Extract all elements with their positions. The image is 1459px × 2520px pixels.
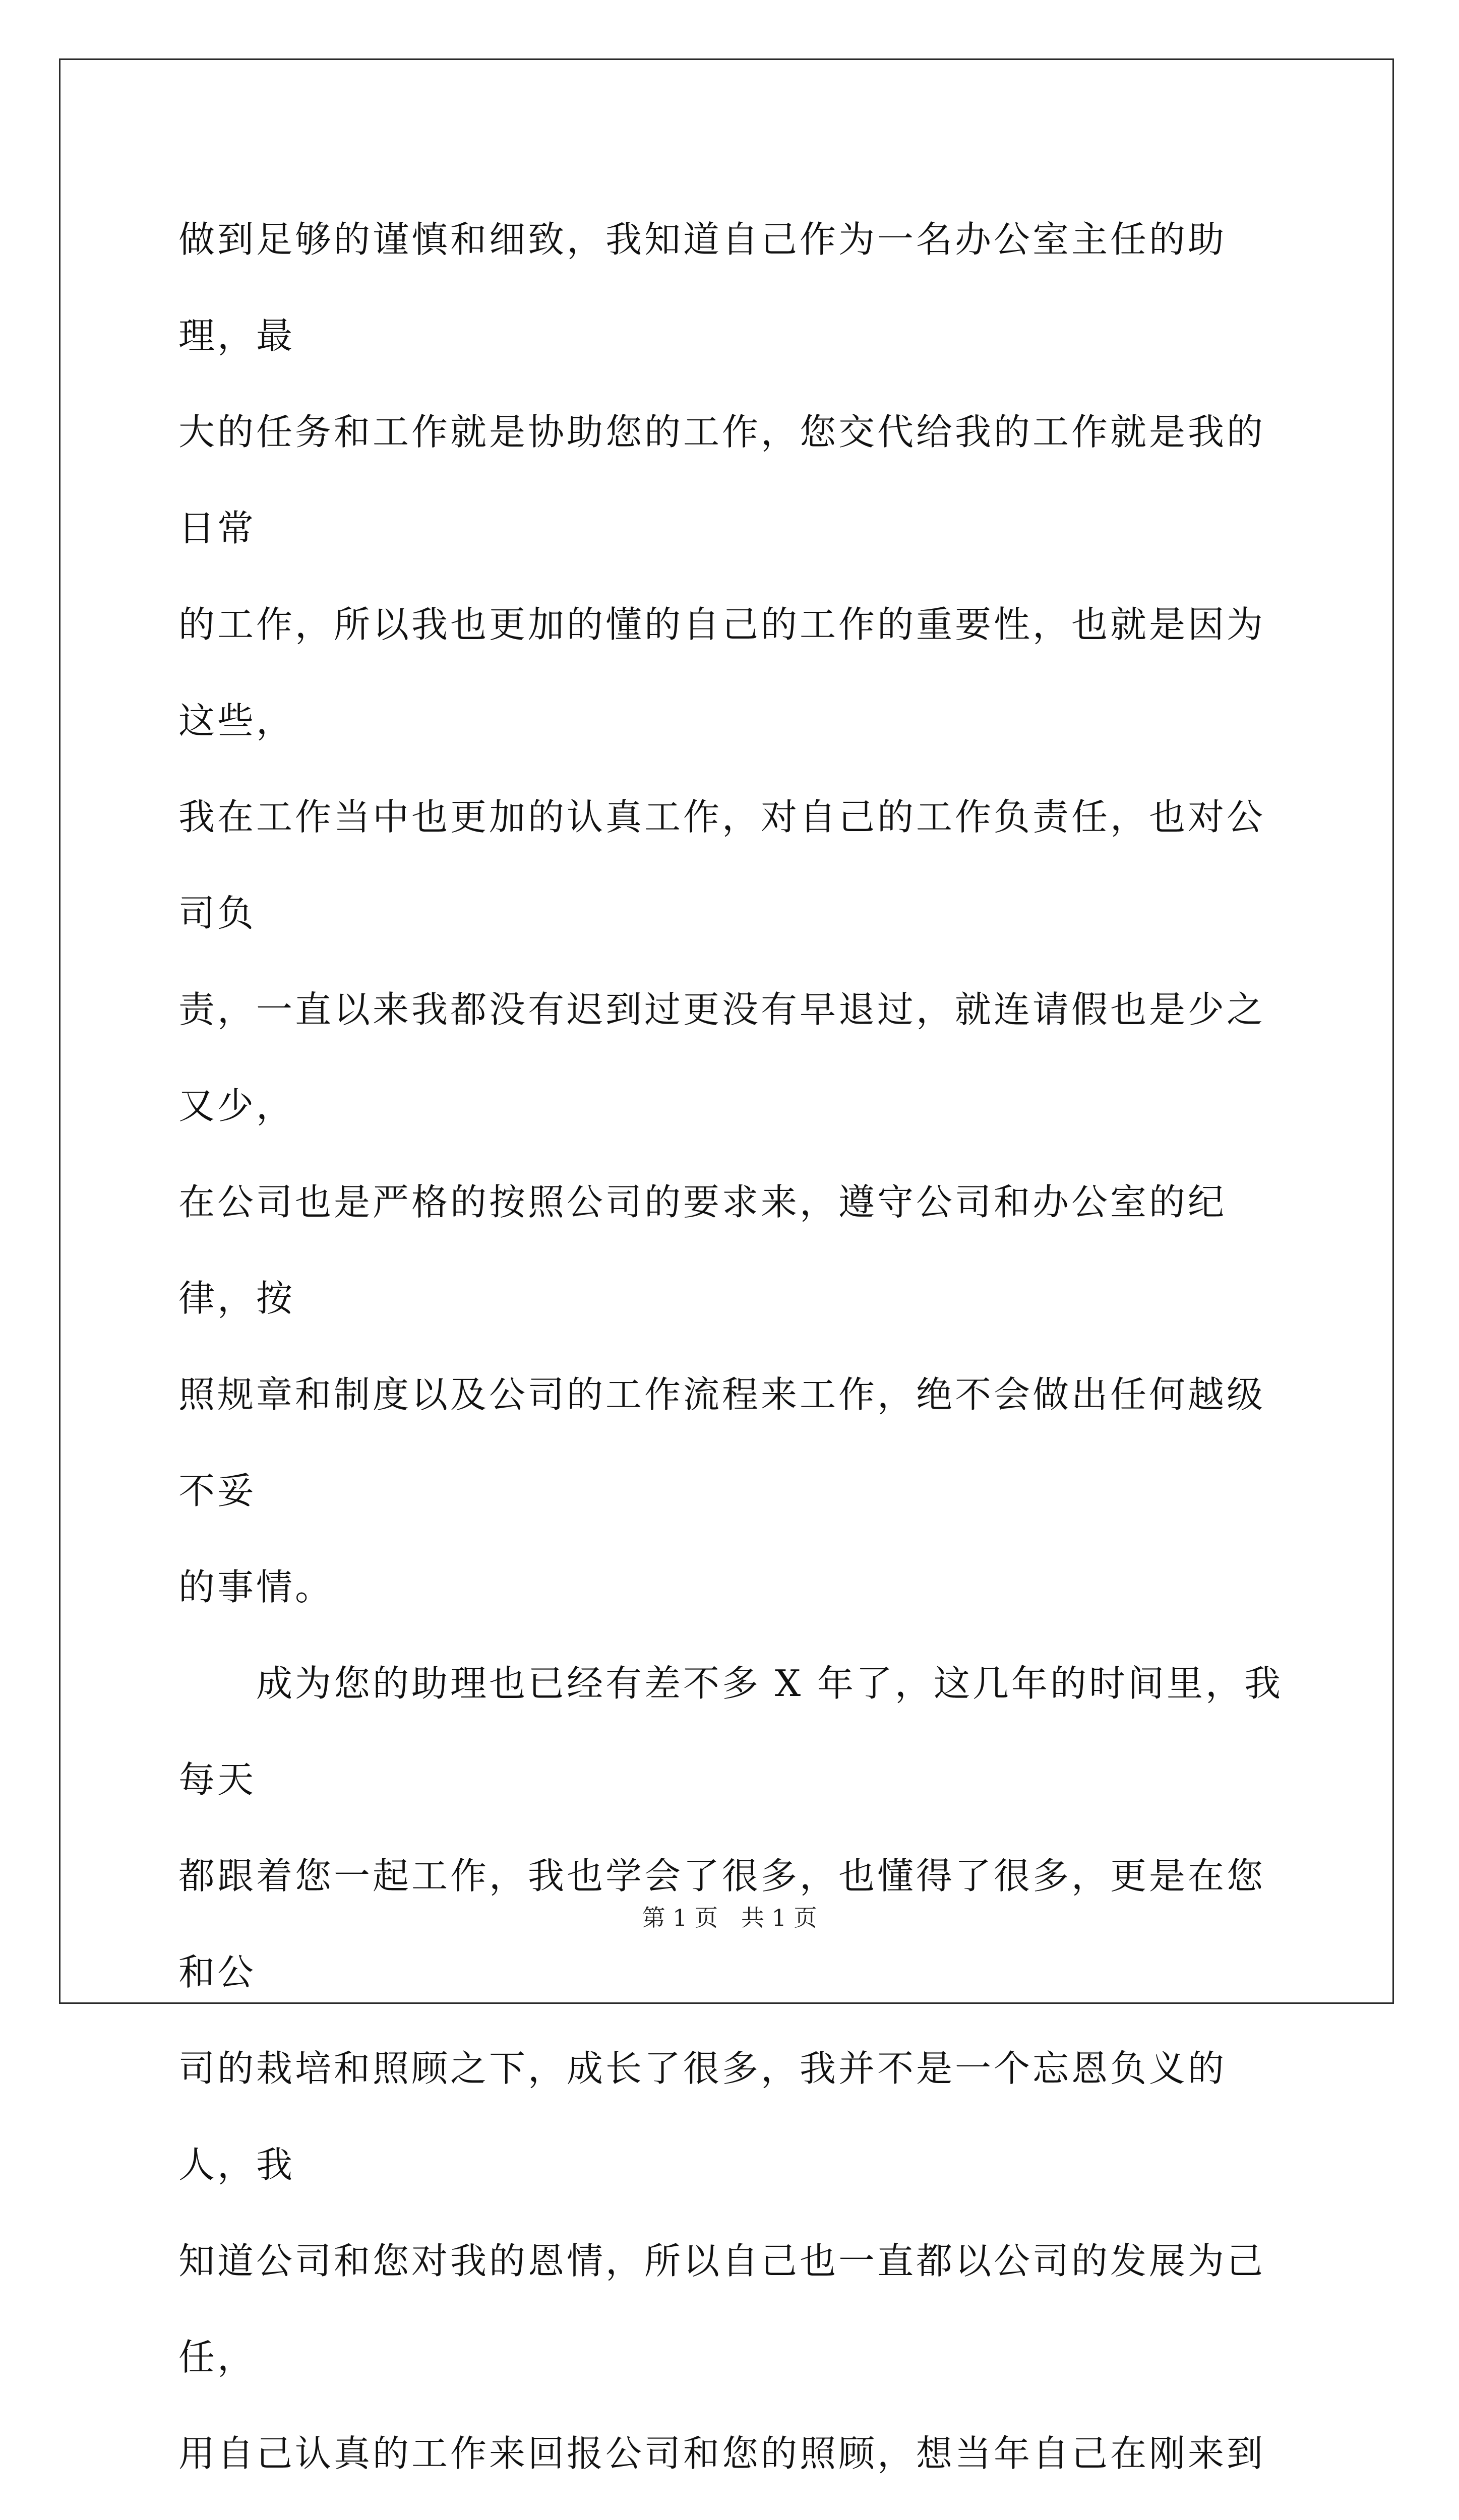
text-line: 都跟着您一起工作，我也学会了很多，也懂得了很多，更是在您和公 xyxy=(178,1855,1266,1993)
text-line: 大的任务和工作就是协助您的工作，您交代给我的工作就是我的日常 xyxy=(178,411,1266,549)
text-line: 在公司也是严格的按照公司的要求来，遵守公司和办公室的纪律，按 xyxy=(178,1181,1227,1319)
text-line: 用自己认真的工作来回报公司和您的照顾，想当年自己在刚来到 xyxy=(178,2432,1266,2475)
text-line: 的工作，所以我也更加的懂的自己的工作的重要性，也就是因为这些， xyxy=(178,603,1266,742)
paragraph-1 xyxy=(178,192,1288,1635)
page-footer: 第 1 页 共 1 页 xyxy=(642,1904,817,1931)
text-line: 照规章和制度以及公司的工作流程来工作，绝不会做出任何越级不妥 xyxy=(178,1373,1266,1512)
text-line: 做到足够的谨慎和细致，我知道自己作为一名办公室主任的助理，最 xyxy=(178,218,1227,357)
text-line: 司的栽培和照顾之下，成长了很多，我并不是一个忘恩负义的人，我 xyxy=(178,2047,1227,2186)
text-line: 知道公司和您对我的恩情，所以自己也一直都以公司的发展为己任， xyxy=(178,2240,1266,2378)
paragraph-2 xyxy=(178,1635,1288,2520)
text-line: 责，一直以来我都没有迟到过更没有早退过，就连请假也是少之又少， xyxy=(178,988,1266,1127)
document-body xyxy=(178,192,1288,2520)
text-line: 我在工作当中也更加的认真工作，对自己的工作负责任，也对公司负 xyxy=(178,796,1266,934)
text-line: 成为您的助理也已经有差不多 X 年了，这几年的时间里，我每天 xyxy=(178,1662,1284,1801)
text-line: 的事情。 xyxy=(178,1566,334,1608)
